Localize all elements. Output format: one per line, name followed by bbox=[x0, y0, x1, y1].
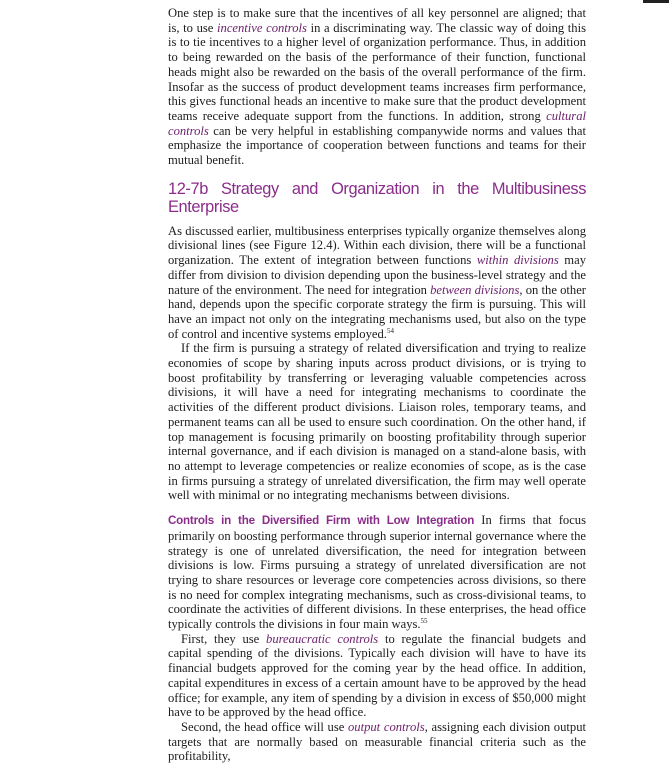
emphasis-between-divisions: between divisions bbox=[430, 282, 520, 297]
emphasis-bureaucratic-controls: bureaucratic controls bbox=[266, 631, 379, 646]
text-run: may differ from division to division depending upon the business-level strategy and the nature of the environment. The need for integration bbox=[168, 253, 586, 297]
text-run: In firms that focus primarily on boosting performance through superior internal governance where the strategy is one of unrelated diversification, the need for integration between divisions is low. Firms pursuing a strategy of unrelated diversification are not trying to share resources or leverage core competencies across divisions, so there is no need for complex integrating mechanisms, such as cross-divisional teams, to coordinate the activities of different divisions. In these enterprises, the head office typically controls the divisions in four main ways. bbox=[168, 513, 586, 632]
text-run: to regulate the financial budgets and capital spending of the divisions. Typically each division will have to have its financial budgets approved for the coming year by the head office. In addition, capital expenditures in excess of a certain amount have to be approved by the head office; for example, any item of spending by a division in excess of $50,000 might have to be approved by the head office. bbox=[168, 631, 586, 720]
text-run: , assigning each division output targets that are normally based on measurable financial criteria such as the profitability, bbox=[168, 719, 586, 764]
footnote-ref-54[interactable]: 54 bbox=[386, 326, 394, 335]
text-run: can be very helpful in establishing companywide norms and values that emphasize the importance of cooperation between functions and teams for their mutual benefit. bbox=[168, 123, 586, 168]
subsection-paragraph-1 bbox=[168, 513, 586, 632]
document-page bbox=[168, 6, 586, 764]
text-run: in a discriminating way. The classic way of doing this is to tie incentives to a higher level of organization performance. Thus, in addition to being rewarded on the basis of the performance of their function, functional heads might also be rewarded on the basis of the overall performance of the firm. Insofar as the success of product development teams increases firm performance, this gives functional heads an incentive to make sure that the product development teams receive adequate support from the functions. In addition, strong bbox=[168, 20, 586, 123]
subsection-heading: Controls in the Diversified Firm with Low Integration bbox=[168, 514, 475, 528]
section-paragraph-2: If the firm is pursuing a strategy of related diversification and trying to realize economies of scope by sharing inputs across product divisions, or is trying to boost profitability by transferring or leveraging valuable competencies across divisions, it will have a need for integrating mechanisms to coordinate the activities of the different product divisions. Liaison roles, temporary teams, and permanent teams can all be used to ensure such coordination. On the other hand, if top management is focusing primarily on boosting profitability through superior internal governance, and if each division is managed on a stand-alone basis, with no attempt to leverage competencies or realize economies of scope, as is the case in firms pursuing a strategy of unrelated diversification, the firm may well operate well with minimal or no integrating mechanisms between divisions. bbox=[168, 341, 586, 503]
section-heading: 12-7b Strategy and Organization in the Multibusiness Enterprise bbox=[168, 179, 586, 216]
text-run: First, they use bbox=[181, 631, 267, 646]
text-run: One step is to make sure that the incentives of all key personnel are aligned; that is, to use bbox=[168, 6, 586, 35]
emphasis-within-divisions: within divisions bbox=[476, 253, 559, 268]
intro-paragraph bbox=[168, 6, 586, 168]
subsection-paragraph-3 bbox=[168, 720, 586, 764]
text-run: , on the other hand, depends upon the specific corporate strategy the firm is pursuing. This will have an impact not only on the integrating mechanisms used, but also on the type of control and incentive systems employed. bbox=[168, 282, 586, 341]
text-run: Second, the head office will use bbox=[181, 719, 348, 734]
emphasis-incentive-controls: incentive controls bbox=[217, 20, 307, 35]
footnote-ref-55[interactable]: 55 bbox=[420, 617, 428, 626]
emphasis-cultural-controls: cultural controls bbox=[168, 108, 586, 138]
text-run: As discussed earlier, multibusiness enterprises typically organize themselves along divisional lines (see Figure 12.4). Within each division, there will be a functional organization. The extent of integration between functions bbox=[168, 223, 586, 268]
subsection-paragraph-2 bbox=[168, 632, 586, 720]
emphasis-output-controls: output controls bbox=[348, 719, 425, 734]
corner-mark bbox=[643, 0, 669, 3]
section-paragraph-1 bbox=[168, 224, 586, 342]
